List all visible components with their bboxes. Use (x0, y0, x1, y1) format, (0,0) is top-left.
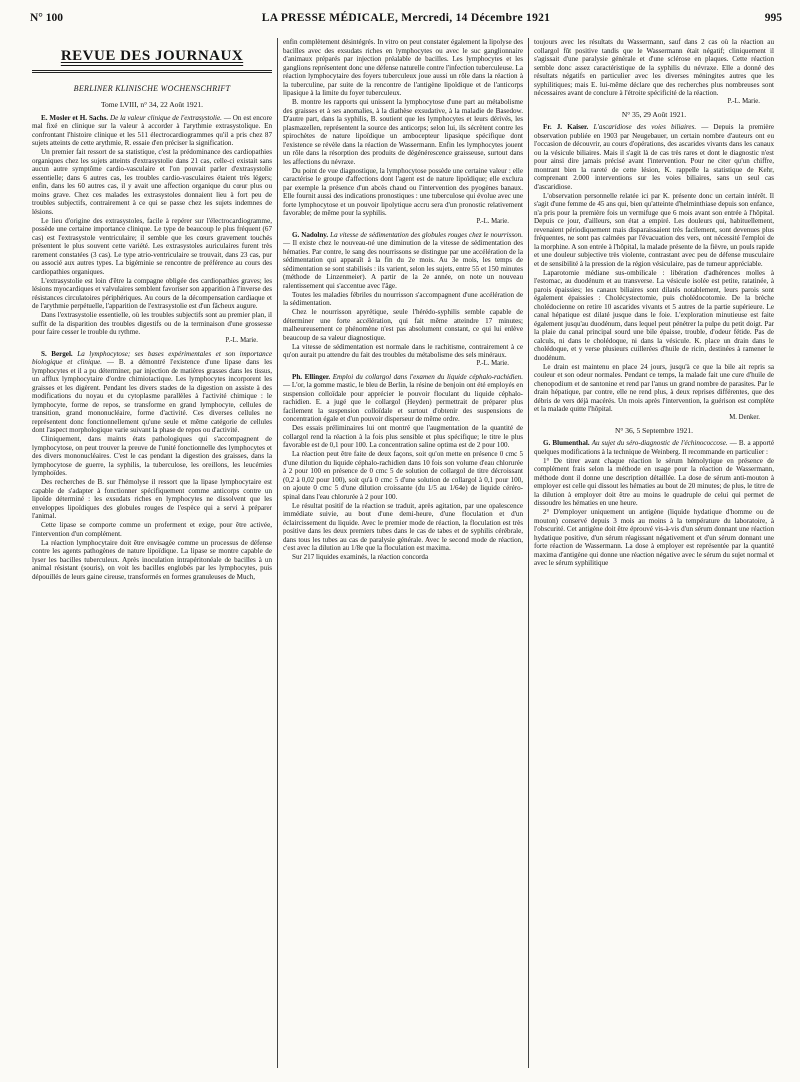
article-authors: G. Nadolny. (292, 230, 329, 239)
paragraph: — B. a démontré l'existence d'une lipase dans les lymphocytes et il a pu déterminer, par injection de matières grasses dans les tissus, un afflux lymphocytaire d'ordre chimiotactique. Les lymphocytes incorporent les graisses et les digèrent. Pendant les divers stades de la digestion on assiste à des modifications du noyau et du cytoplasme parallèles à l'activité chimique : le lymphocyte, forme de repos, se transforme en grand lymphocyte, cellules de transition, grand mononucléaire, forme d'activité. Ces diverses cellules ne représentent donc fonctionnellement qu'une seule et même catégorie de cellules dont l'aspect morphologique varie suivant la phase de repos ou d'activité. (32, 358, 272, 434)
paragraph: Le drain est maintenu en place 24 jours, jusqu'à ce que la bile ait repris sa couleur et son odeur normales. Pendant ce temps, la malade fait une cure d'huile de chenopodium et de santonine et rend par l'anus un grand nombre de parasites. Par le drain hépatique, par contre, elle ne rend plus, à deux reprises différentes, que des débris de vers déjà macérés. Un mois après l'intervention, la guérison est complète et la malade quitte l'hôpital. (534, 362, 774, 413)
section-rule (32, 70, 272, 73)
signature: P.-L. Marie. (225, 337, 258, 344)
article-title: La lymphocytose; ses bases expérimentales et son importance biologique et clinique. (32, 349, 272, 366)
article-title: La vitesse de sédimentation des globules rouges chez le nourrisson. (330, 230, 523, 239)
signature: P.-L. Marie. (476, 360, 509, 367)
paragraph: Chez le nourrisson apyrétique, seule l'hérédo-syphilis semble capable de déterminer une forte accélération, qui fait même atteindre 17 minutes; malheureusement ce phénomène n'est pas absolument constant, ce qui lui enlève beaucoup de sa valeur diagnostique. (283, 308, 523, 342)
signature: P.-L. Marie. (727, 98, 760, 105)
article-title: De la valeur clinique de l'extrasystolie. (109, 113, 222, 122)
paragraph: Des essais préliminaires lui ont montré que l'augmentation de la quantité de collargol rend la réaction à la fois plus sensible et plus spécifique; le titre le plus favorable est de 0,1 pour 100. La concentration saline optima est de 2 pour 100. (283, 424, 523, 449)
article-ellinger-intro (283, 373, 523, 424)
issue-line: Tome LVIII, n° 34, 22 Août 1921. (101, 100, 203, 109)
article-authors: E. Mosler et H. Sachs. (41, 113, 109, 122)
article-authors: S. Bergel. (41, 349, 73, 358)
paragraph: L'extrasystolie est loin d'être la compagne obligée des cardiopathies graves; les lésions myocardiques et valvulaires semblent favoriser son apparition à l'inverse des résistances circulatoires périphériques. Au cours de la décompensation cardiaque et de l'arythmie perpétuelle, l'apparition de l'extrasystolie est d'un fâcheux augure. (32, 276, 272, 310)
column-3 (534, 38, 774, 1068)
paragraph: Le lieu d'origine des extrasystoles, facile à repérer sur l'électrocardiogramme, possède une certaine importance clinique. Le type de beaucoup le plus fréquent (67 cas) est l'extrasystole ventriculaire; il semble que les cœurs gravement touchés présentent le plus souvent cette variété. Les extrasystoles auriculaires furent très rarement constatées (3 cas). Le type atrio-ventriculaire se trouvait, dans 23 cas, pur ou associé aux autres types. La bigéminie se rencontre de préférence au cours des cardiopathies organiques. (32, 216, 272, 276)
journal-name: BERLINER KLINISCHE WOCHENSCHRIFT (73, 83, 231, 93)
article-mosler-intro (32, 114, 272, 148)
article-title: L'ascaridiose des voies biliaires. (593, 123, 697, 131)
running-title: LA PRESSE MÉDICALE, Mercredi, 14 Décembre 1921 (261, 12, 551, 24)
paragraph: Dans l'extrasystolie essentielle, où les troubles subjectifs sont au premier plan, il suffit de la disparition des troubles digestifs ou de la terminaison d'une grossesse pour faire cesser le trouble du rythme. (32, 311, 272, 336)
issue-line: N° 35, 29 Août 1921. (621, 109, 687, 119)
paragraph: 2° D'employer uniquement un antigène (liquide hydatique d'homme ou de mouton) conservé depuis 3 mois au moins à la température du laboratoire, à l'obscurité. Cet antigène doit être éprouvé vis-à-vis d'un sérum donnant une réaction hydatique positive, d'un sérum réagissant négativement et d'un sérum donnant une forte réaction de Wassermann. La dose à employer est représentée par la quantité maxima d'antigène qui donne une réaction négative avec le sérum du sujet normal et avec le sérum syphilitique (534, 508, 774, 567)
paragraph: Du point de vue diagnostique, la lymphocytose possède une certaine valeur : elle caractérise le groupe d'affections dont l'agent est de nature lipoïdique; elle exclura par exemple la présence d'un abcès chaud ou l'intervention des pyogènes banaux. Elle fournit aussi des indications pronostiques : une tuberculose qui évolue avec une forte lymphocytose et un pouvoir lipolytique accru sera d'un pronostic relativement favorable; de même pour la syphilis. (283, 166, 523, 217)
section-title: REVUE DES JOURNAUX (60, 48, 244, 64)
page-number: 995 (764, 12, 782, 24)
paragraph: La réaction peut être faite de deux façons, soit qu'on mette en présence 0 cmc 5 d'une dilution du liquide céphalo-rachidien dans 10 fois son volume d'eau chlorurée à 2 pour 100 en présence de 0 cmc 5 de solution de collargol de titre décroissant (0,2 à 0,02 pour 100), soit qu'à 0 cmc 5 d'une solution de collargol à 0,1 pour 100, on ajoute 0 cmc 5 d'une dilution croissante (du 1/5 au 1/64e) de liquide céréro-spinal dans l'eau chlorurée à 2 pour 100. (283, 450, 523, 501)
paragraph: B. montre les rapports qui unissent la lymphocytose d'une part au métabolisme des graisses et à ses anomalies, à la diathèse exsudative, à la maladie de Basedow. D'autre part, dans la syphilis, B. soutient que les lymphocytes et leurs dérivés, les plasmazellen, représentent la source des anticorps; selon lui, ils sécrètent contre les spirochètes de nature lipoïdique un ambocepteur lipasique spécifique dont l'existence se révèle dans la réaction de Wassermann. Enfin les lymphocytes jouent un rôle dans la résorption des produits de dégénérescence graisseuse, surtout dans les affections du névraxe. (283, 98, 523, 166)
column-1 (32, 38, 272, 1068)
paragraph: Toutes les maladies fébriles du nourrisson s'accompagnent d'une accélération de la sédimentation. (283, 290, 523, 307)
paragraph: 1° De titrer avant chaque réaction le sérum hémolytique en présence de complément frais selon la méthode en usage pour la réaction de Wassermann, méthode dont il donne une description détaillée. La dose de sérum anti-mouton à employer est celle qui dissout les hématies au bout de 20 minutes; de plus, le titre de la dilution à employer doit être au moins le quadruple de celui qui permet de dissoudre les hématies en une heure. (534, 456, 774, 507)
paragraph: Des recherches de B. sur l'hémolyse il ressort que la lipase lymphocytaire est capable de s'adapter à fonctionner spécifiquement comme anticorps contre un lipoïde déterminé : les exsudats riches en lymphocytes ne dissolvent que les enveloppes lipoïdiques des globules rouges de l'espèce qui a servi à préparer l'animal. (32, 478, 272, 520)
paragraph: — Il existe chez le nouveau-né une diminution de la vitesse de sédimentation des hématies. Par contre, le sang des nourrissons se distingue par une accélération de la sédimentation qui apparaît à la fin du 2e mois. Au 3e mois, les temps de sédimentation se sont stabilisés : ils varient, selon les sujets, entre 55 et 150 minutes (méthode de Linzenmeier). A partir de la 2e année, on note un nouveau ralentissement qui s'accentue avec l'âge. (283, 239, 523, 290)
paragraph: — On est encore mal fixé en clinique sur la valeur à accorder à l'arythmie extrasystolique. En confrontant l'histoire clinique et les 511 électrocardiogrammes qu'il a pris chez 87 sujets atteints de cette arythmie, R. essaie d'en préciser la signification. (32, 113, 272, 147)
paragraph: Le résultat positif de la réaction se traduit, après agitation, par une opalescence immédiate suivie, au bout d'une demi-heure, d'une floculation et d'un éclaircissement du liquide. Avec le premier mode de réaction, la floculation est très positive dans les deux premiers tubes dans le cas de tabes et de syphilis cérébrale, dans tous les tubes au cas de paralysie générale. Avec le second mode de réaction, c'est avec la dilution au 1/8e que la floculation est maxima. (283, 501, 523, 552)
paragraph: La vitesse de sédimentation est normale dans le rachitisme, contrairement à ce qu'on aurait pu attendre du fait des troubles du métabolisme des sels minéraux. (283, 342, 523, 359)
column-rule (528, 38, 529, 1068)
paragraph: Sur 217 liquides examinés, la réaction concorda (292, 553, 429, 561)
article-title: Emploi du collargol dans l'examen du liquide céphalo-rachidien. (332, 372, 523, 381)
issue-number: N° 100 (30, 12, 64, 24)
article-authors: Fr. J. Kaiser. (543, 123, 589, 131)
issue-line: N° 36, 5 Septembre 1921. (615, 425, 693, 435)
article-nadolny-intro (283, 231, 523, 291)
paragraph: La réaction lymphocytaire doit être envisagée comme un processus de défense contre les agents pathogènes de nature lipoïdique. La lipase se montre capable de lyser les bacilles tuberculeux. Après inoculation intrapéritonéale de bacilles à un animal résistant (souris), on voit les bacilles englobés par les lymphocytes, puis dépouillés de leurs gaine cireuse, transformés en formes granuleuses de Much, (32, 538, 272, 581)
article-blumenthal-intro (534, 439, 774, 456)
article-kaiser-intro (534, 123, 774, 191)
article-bergel-intro (32, 350, 272, 435)
paragraph: Cliniquement, dans maints états pathologiques qui s'accompagnent de lymphocytose, on peut trouver la preuve de l'unité fonctionnelle des lymphocytes et des divers mononucléaires. C'est le cas pendant la digestion des graisses, dans la lymphocytose de guerre, la syphilis, la tuberculose, les oreillons, les leucémies lymphoïdes. (32, 435, 272, 477)
signature: P.-L. Marie. (476, 218, 509, 225)
paragraph: — L'or, la gomme mastic, le bleu de Berlin, la résine de benjoin ont été employés en suspension colloïdale pour apprécier le pouvoir floculant du liquide céphalo-rachidien. E. a jugé que le collargol (Heyden) permettrait de préparer plus facilement la suspension colloïdale et surtout d'obtenir des suspensions de concentration égale et d'un pouvoir disperseur de même ordre. (283, 381, 523, 423)
column-rule (277, 38, 278, 1068)
article-authors: G. Blumenthal. (543, 439, 590, 447)
signature: M. Denker. (729, 414, 760, 421)
article-authors: Ph. Ellinger. (292, 372, 331, 381)
article-title: Au sujet du séro-diagnostic de l'échinococcose. (591, 439, 728, 447)
paragraph: Laparotomie médiane sus-ombilicale : libération d'adhérences molles à l'estomac, au duodénum et au transverse. La vésicule isolée est petite, ratatinée, à parois épaissies; les canaux biliaires sont dilatés notablement, leurs parois sont également épaissies : Cholécystectomie, puis cholédocotomie. De la brèche cholédocienne on retire 10 ascarides vivants et 5 autres de la partie supérieure. Le canal hépatique est dilaté jusque dans le foie. L'exploration minutieuse est faite également jusqu'au duodénum, dans lequel peut pénétrer la pulpe du petit doigt. Par la plaie du canal principal sourd une bile épaisse, trouble, d'odeur fétide. Pas de calculs, ni dans le cholédoque, ni dans la vésicule. K. place un drain dans le cholédoque, et y verse plusieurs cuillerées d'huile de ricin, destinées à ramener le duodénum. (534, 268, 774, 362)
paragraph: Un premier fait ressort de sa statistique, c'est la prédominance des cardiopathies organiques chez les sujets atteints d'extrasystolie dans 21 cas, celle-ci existait sans aucun autre symptôme cardio-vasculaire et l'on pouvait parler d'extrasystolie essentielle; dans 6 autres cas, les troubles cardio-vasculaires étaient très légers; enfin, dans les 60 autres cas, il y avait une affection organique du cœur plus ou moins grave. Chez ces malades les extrasystoles donnaient lieu à fort peu de troubles subjectifs, contrairement à ce qui se passe chez les sujets indemnes de lésions. (32, 148, 272, 216)
column-2 (283, 38, 523, 1068)
paragraph: enfin complètement désintégrés. In vitro on peut constater également la lipolyse des bacilles avec des exsudats riches en lymphocytes ou avec le suc ganglionnaire d'animaux préparés par injection préalable de bacilles. Les lymphocytes et les ganglions représentent donc une défense naturelle contre l'infection tuberculeuse. La réaction lymphocytaire des foyers tuberculeux joue aussi un rôle dans la réaction à la tuberculine, par suite de la rencontre de l'antigène lipoïdique et de l'anticorps lipasique à la limite du foyer tuberculeux. (283, 38, 523, 97)
paragraph: toujours avec les résultats du Wassermann, sauf dans 2 cas où la réaction au collargol fût positive tandis que le Wassermann était négatif; cliniquement il s'agissait d'une paralysie générale et d'une sclérose en plaques. Cette réaction semble donc assez caractéristique de la syphilis du névraxe. Elle a donné des résultats négatifs en particulier avec les diverses méningites autres que les syphilitiques; mais E. lui-même déclare que des recherches plus nombreuses sont nécessaires avant de conclure à l'étroite spécificité de la réaction. (534, 38, 774, 97)
paragraph: — B. a apporté quelques modifications à la technique de Weinberg. Il recommande en particulier : (534, 439, 774, 456)
page-header (30, 12, 782, 28)
paragraph: Cette lipase se comporte comme un proferment et exige, pour être activée, l'intervention d'un complément. (32, 521, 272, 538)
paragraph: L'observation personnelle relatée ici par K. présente donc un certain intérêt. Il s'agit d'une femme de 45 ans qui, bien qu'atteinte d'helminthiase depuis son enfance, n'a pris pour la première fois un vermifuge que 6 mois avant son entrée à l'hôpital. Depuis ce jour, d'ailleurs, son état a empiré. Les douleurs qui, habituellement, revenaient périodiquement mais disparaissaient très facilement, sont devenues plus fréquentes, ne sont pas calmées par l'évacuation des vers, ont nécessité l'emploi de la morphine. A son entrée à l'hôpital, la malade présente de la fièvre, un pouls rapide et une douleur subjective très violente, contrastant avec peu de défense musculaire et de sensibilité à la pression de la région vésiculaire, pas de tumeur appréciable. (534, 191, 774, 268)
paragraph: — Depuis la première observation publiée en 1903 par Neugebauer, un certain nombre d'auteurs ont eu l'occasion de découvrir, au cours d'opérations, des ascarides vivants dans les canaux ou la vésicule biliaires. Mais il s'agit là de cas très rares et dont le diagnostic n'est pour ainsi dire jamais précisé avant l'intervention. Pour ne citer qu'un chiffre, montrant bien la rareté de cette lésion, K. rappelle la statistique de Kehr, comprenant 2.000 interventions sur les voies biliaires, sans un seul cas d'ascaridiose. (534, 123, 774, 191)
